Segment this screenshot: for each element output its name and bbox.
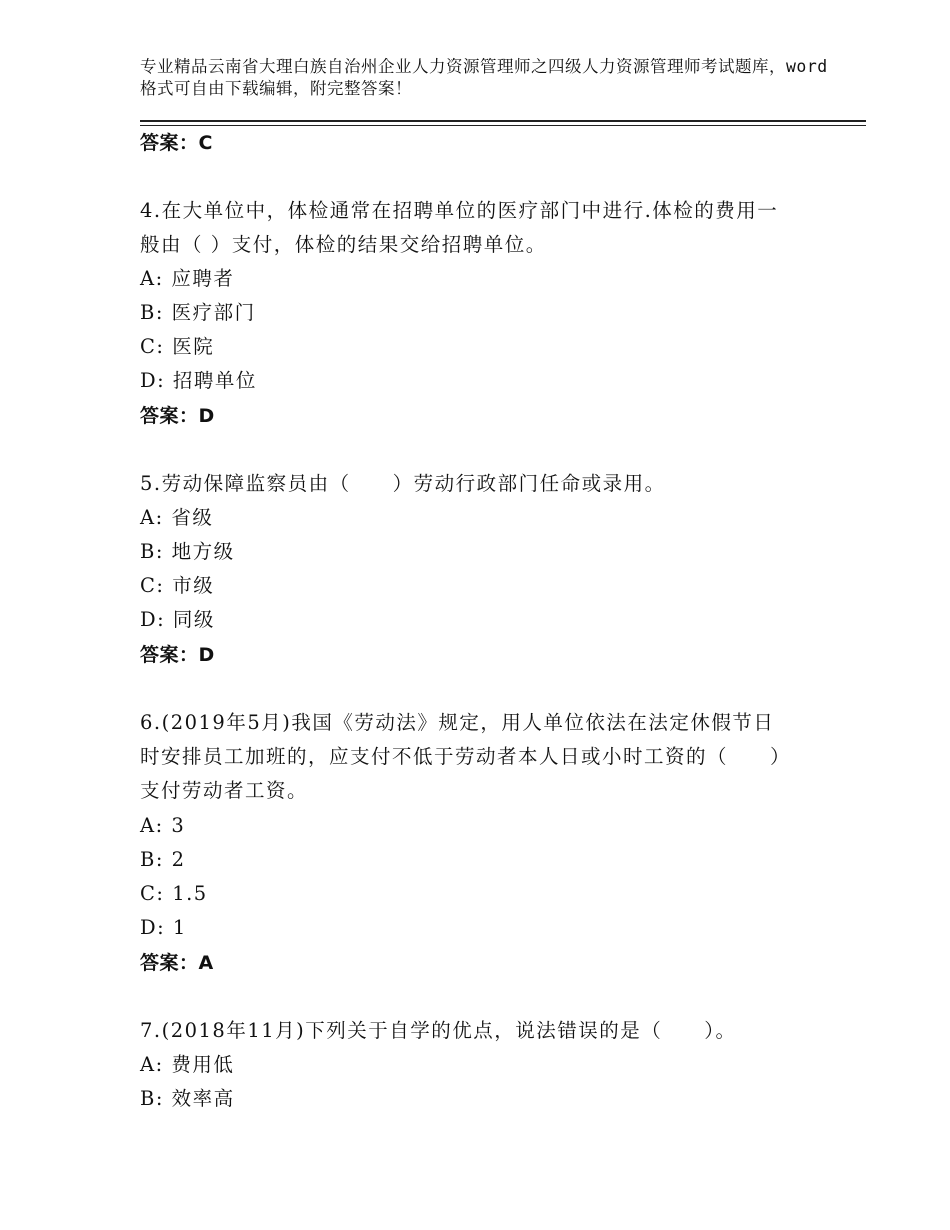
- option-d: D: 同级: [140, 608, 215, 631]
- header-divider-thick: [140, 120, 866, 122]
- question-stem-line: 4.在大单位中，体检通常在招聘单位的医疗部门中进行.体检的费用一: [140, 199, 779, 222]
- option-a: A: 费用低: [140, 1053, 235, 1076]
- option-b: B: 医疗部门: [140, 301, 256, 324]
- option-a: A: 省级: [140, 506, 214, 529]
- page-header: [140, 56, 830, 100]
- option-d: D: 1: [140, 916, 187, 939]
- header-divider-thin: [140, 125, 866, 126]
- question-stem-line: 7.(2018年11月)下列关于自学的优点，说法错误的是（ ）。: [140, 1019, 737, 1042]
- answer: 答案：D: [140, 644, 215, 666]
- option-c: C: 1.5: [140, 882, 208, 905]
- option-c: C: 市级: [140, 574, 215, 597]
- option-b: B: 效率高: [140, 1087, 235, 1110]
- question-stem-line: 5.劳动保障监察员由（ ）劳动行政部门任命或录用。: [140, 472, 666, 495]
- option-a: A: 3: [140, 814, 186, 837]
- header-title: 专业精品云南省大理白族自治州企业人力资源管理师之四级人力资源管理师考试题库，word格式可自由下载编辑，附完整答案！: [140, 57, 828, 98]
- answer: 答案：D: [140, 405, 215, 427]
- option-c: C: 医院: [140, 335, 215, 358]
- option-b: B: 地方级: [140, 540, 235, 563]
- previous-answer: 答案：C: [140, 132, 213, 154]
- option-a: A: 应聘者: [140, 267, 235, 290]
- option-b: B: 2: [140, 848, 186, 871]
- question-stem-line: 6.(2019年5月)我国《劳动法》规定，用人单位依法在法定休假节日: [140, 711, 775, 734]
- question-stem-line: 般由（ ）支付，体检的结果交给招聘单位。: [140, 233, 547, 256]
- question-stem-line: 支付劳动者工资。: [140, 779, 309, 802]
- question-stem-line: 时安排员工加班的，应支付不低于劳动者本人日或小时工资的（ ）: [140, 745, 792, 768]
- option-d: D: 招聘单位: [140, 369, 257, 392]
- answer: 答案：A: [140, 952, 214, 974]
